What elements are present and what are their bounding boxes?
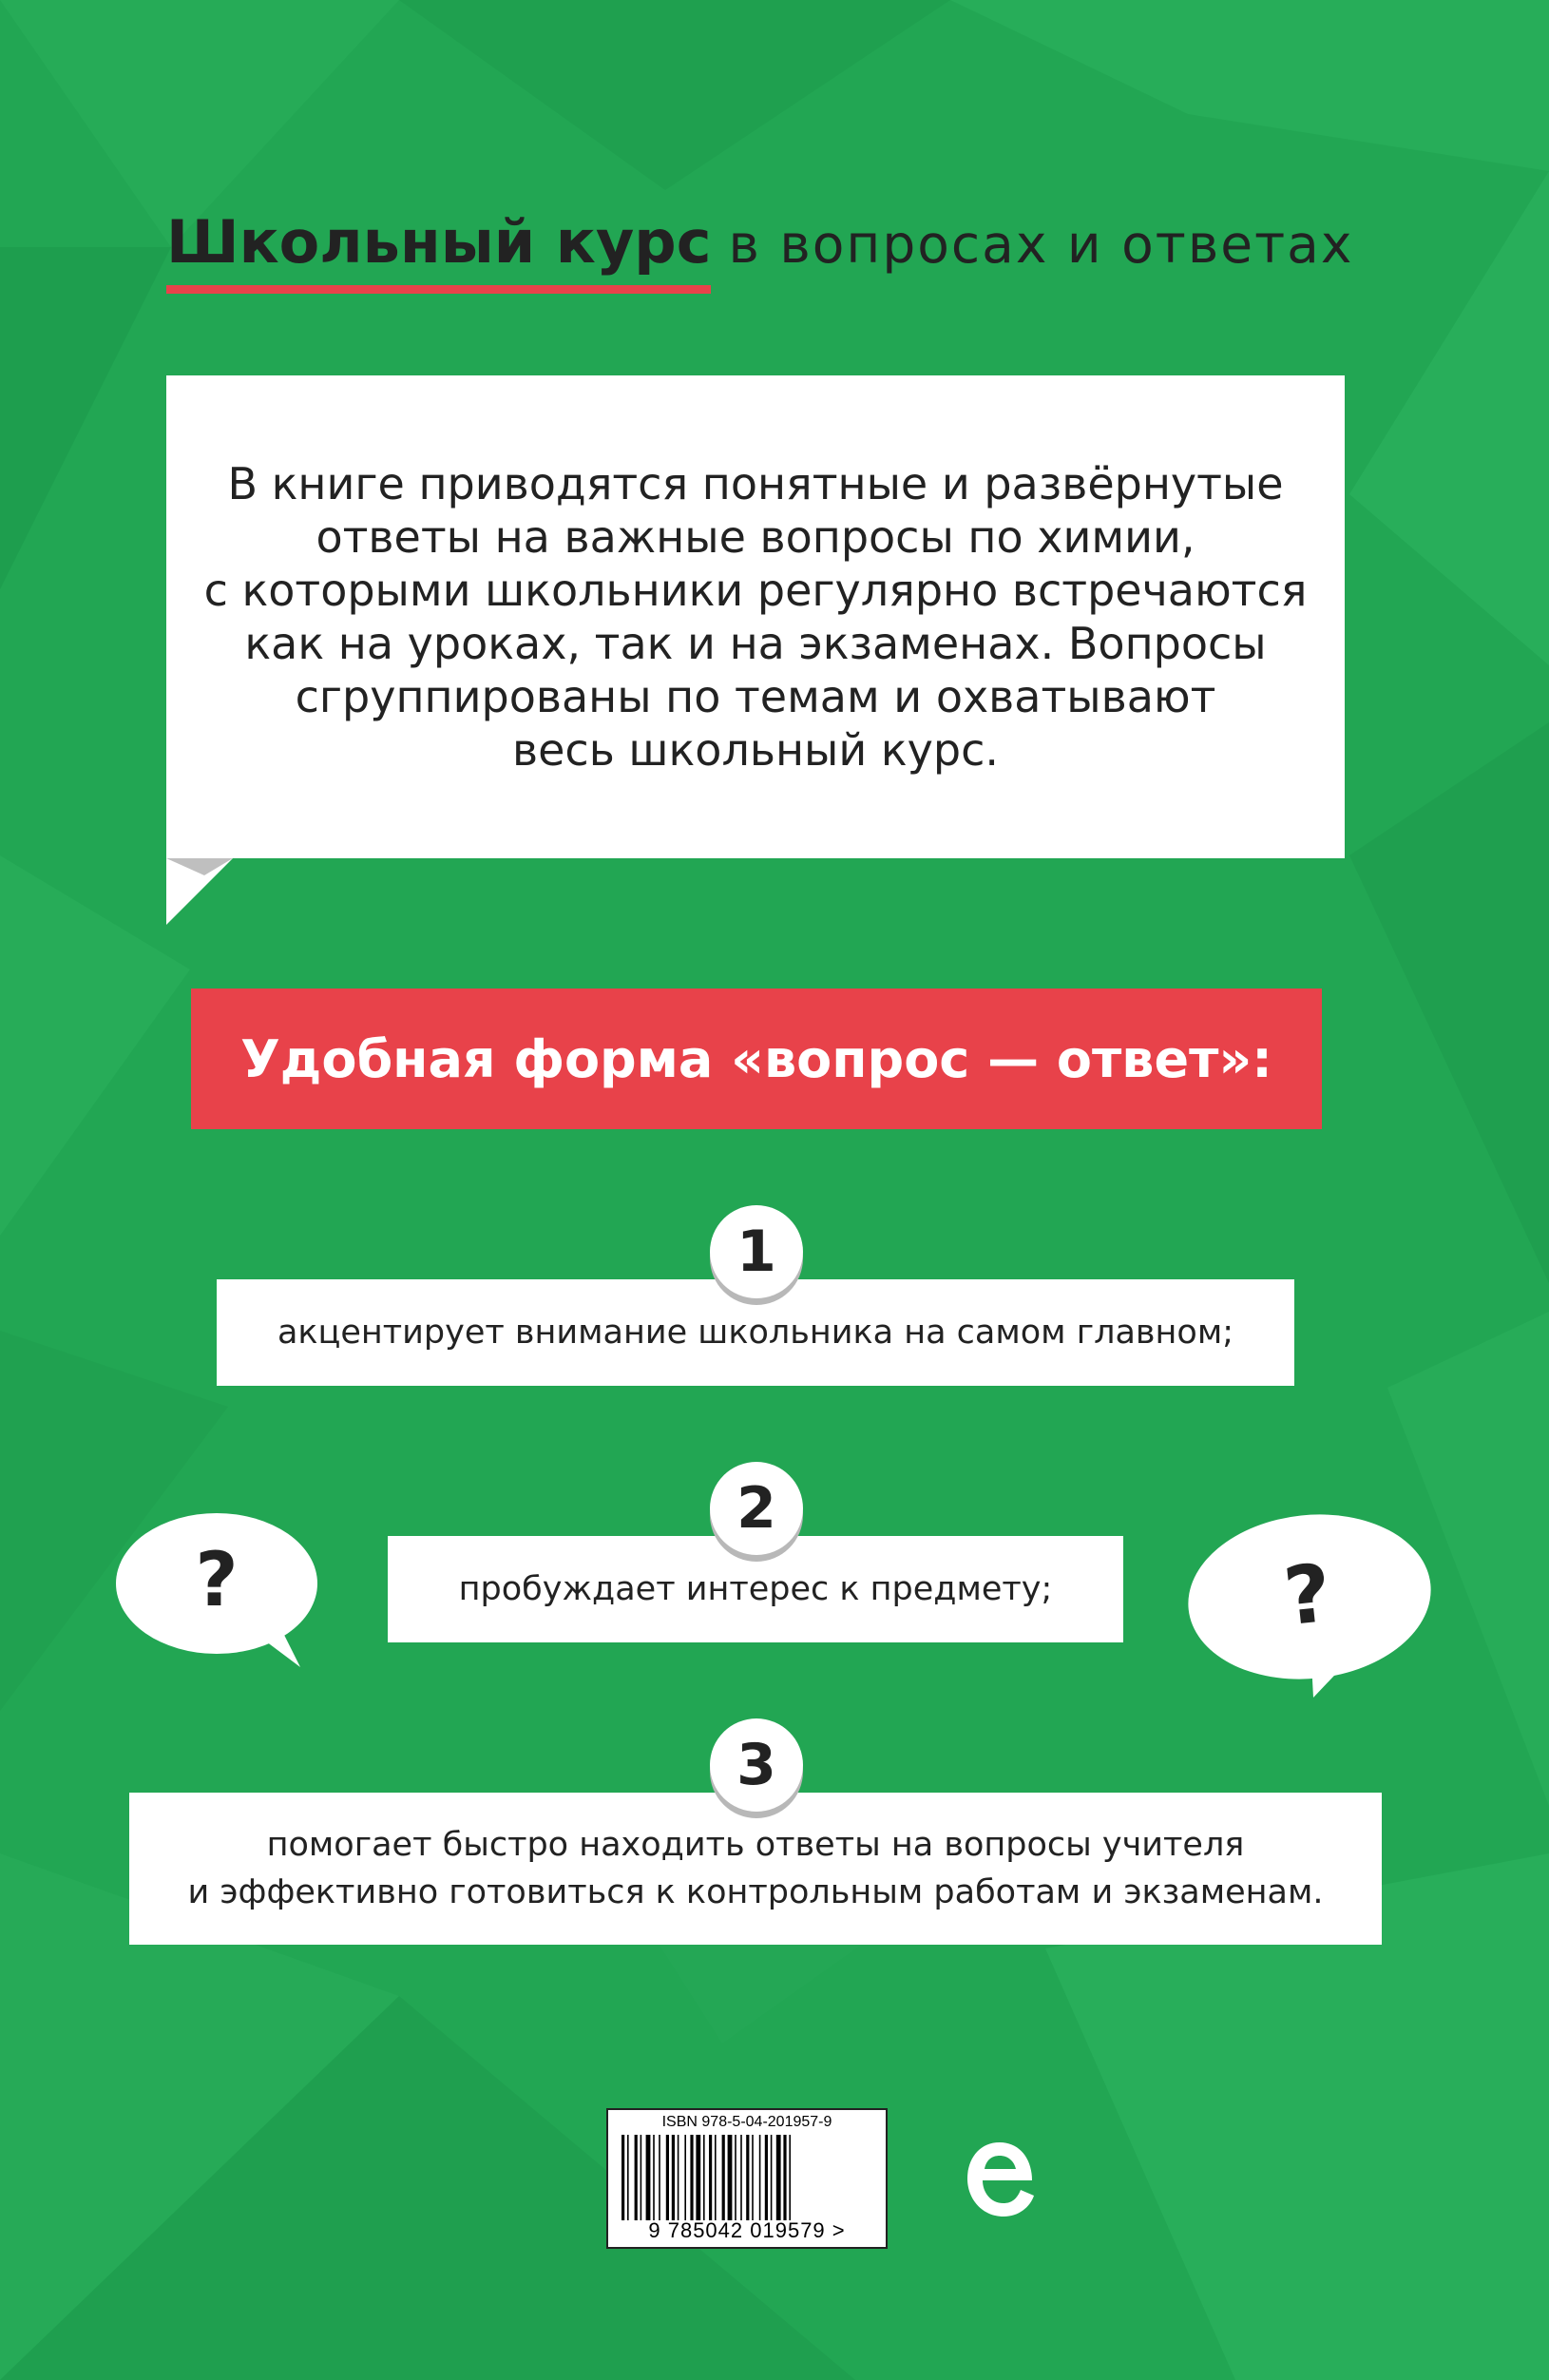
number-badge-2-label: 2 <box>736 1475 776 1542</box>
description-tail <box>166 858 233 925</box>
barcode-bar <box>635 2135 638 2220</box>
feature-item-3 <box>129 1793 1382 1945</box>
barcode-bar <box>709 2135 712 2220</box>
barcode-bar <box>776 2135 781 2220</box>
barcode-bar <box>690 2135 693 2220</box>
barcode-bar <box>765 2135 768 2220</box>
description-text: В книге приводятся понятные и развёрнутые ответы на важные вопросы по химии, с которыми школьники регулярно встречаются как на уроках, так и на экзаменах. Вопросы сгруппированы по темам и охватывают весь школьный курс. <box>203 458 1308 776</box>
isbn-digits: 9 785042 019579 > <box>648 2218 846 2242</box>
isbn-label: ISBN 978-5-04-201957-9 <box>661 2114 832 2130</box>
barcode-bar <box>735 2135 736 2220</box>
number-badge-1-label: 1 <box>736 1219 776 1285</box>
barcode-bar <box>646 2135 651 2220</box>
feature-item-2-text: пробуждает интерес к предмету; <box>458 1570 1053 1608</box>
barcode-bar <box>771 2135 773 2220</box>
feature-item-3-text: помогает быстро находить ответы на вопросы учителя и эффективно готовиться к контрольным работам и экзаменам. <box>187 1826 1324 1911</box>
barcode-bar <box>641 2135 642 2220</box>
barcode-bar <box>622 2135 624 2220</box>
question-mark-left: ? <box>195 1538 239 1623</box>
number-badge-1 <box>710 1205 803 1298</box>
series-title-bold <box>166 207 711 277</box>
speech-bubble-left-icon <box>112 1500 331 1671</box>
feature-item-1-text: акцентирует внимание школьника на самом главном; <box>277 1314 1234 1352</box>
isbn-barcode <box>606 2108 888 2249</box>
speech-bubble-right-icon <box>1178 1500 1435 1699</box>
barcode-bar <box>789 2135 791 2220</box>
barcode-bar <box>722 2135 725 2220</box>
number-badge-3 <box>710 1718 803 1812</box>
barcode-bar <box>627 2135 629 2220</box>
barcode-bar <box>666 2135 669 2220</box>
barcode-bars <box>622 2135 876 2220</box>
barcode-bar <box>672 2135 675 2220</box>
number-badge-3-label: 3 <box>736 1732 776 1798</box>
barcode-bar <box>684 2135 686 2220</box>
barcode-bar <box>783 2135 786 2220</box>
series-title-light: в вопросах и ответах <box>728 214 1354 275</box>
barcode-bar <box>746 2135 749 2220</box>
barcode-bar <box>653 2135 655 2220</box>
barcode-bar <box>759 2135 761 2220</box>
eksmo-logo-icon <box>962 2137 1038 2222</box>
barcode-bar <box>752 2135 754 2220</box>
barcode-bar <box>715 2135 717 2220</box>
feature-banner <box>191 988 1322 1129</box>
series-title <box>166 207 1353 312</box>
barcode-bar <box>728 2135 733 2220</box>
barcode-bar <box>696 2135 700 2220</box>
series-title-bold-text: Школьный курс <box>166 207 712 277</box>
question-mark-right: ? <box>1279 1545 1336 1644</box>
barcode-bar <box>703 2135 705 2220</box>
series-title-underline <box>166 285 711 294</box>
feature-banner-text: Удобная форма «вопрос — ответ»: <box>240 1028 1272 1089</box>
barcode-bar <box>659 2135 660 2220</box>
barcode-bar <box>740 2135 742 2220</box>
description-box <box>166 375 1345 858</box>
barcode-bar <box>678 2135 679 2220</box>
number-badge-2 <box>710 1462 803 1555</box>
